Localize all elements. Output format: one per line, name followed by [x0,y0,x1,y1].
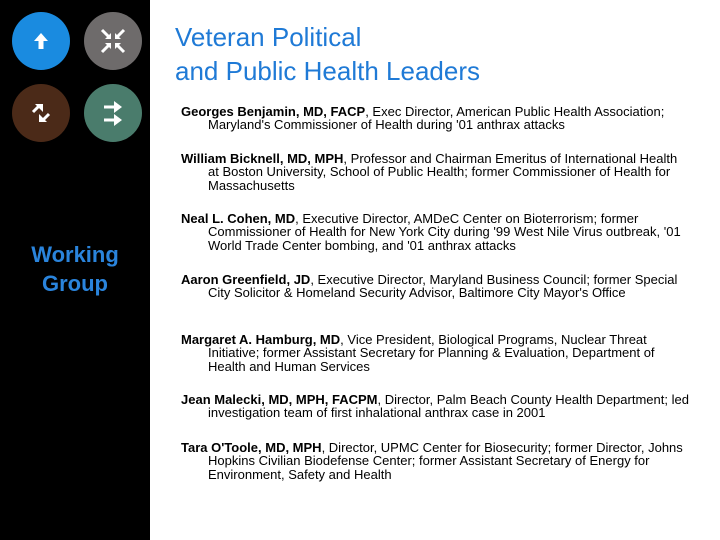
list-item [181,333,691,373]
member-description: , Executive Director, AMDeC Center on Bioterrorism; former Commissioner of Health for New York City during '99 West Nile Virus outbreak, '01 World Trade Center bombing, and '01 anthrax attacks [208,211,681,253]
member-name: Aaron Greenfield, JD [181,272,311,287]
section-label-line2: Group [42,271,108,296]
title-line2: and Public Health Leaders [175,56,480,86]
up-button[interactable] [12,12,70,70]
arrow-up-icon [24,24,58,58]
list-item [181,152,691,192]
member-description: , Director, Palm Beach County Health Department; led investigation team of first inhalational anthrax case in 2001 [208,392,689,421]
list-item [181,212,691,252]
expand-button[interactable] [12,84,70,142]
member-description: , Director, UPMC Center for Biosecurity; former Director, Johns Hopkins Civilian Biodefense Center; former Assistant Secretary of Energy for Environment, Safety and Health [208,440,683,482]
member-name: Neal L. Cohen, MD [181,211,296,226]
member-name: Georges Benjamin, MD, FACP [181,104,366,119]
section-label-line1: Working [31,242,119,267]
collapse-icon [96,24,130,58]
list-item [181,273,691,300]
collapse-button[interactable] [84,12,142,70]
member-description: , Executive Director, Maryland Business Council; former Special City Solicitor & Homeland Security Advisor, Baltimore City Mayor's Office [208,272,678,301]
member-name: Tara O'Toole, MD, MPH [181,440,322,455]
member-name: William Bicknell, MD, MPH [181,151,344,166]
sidebar [0,0,150,540]
list-item [181,441,691,481]
member-description: , Exec Director, American Public Health Association; Maryland's Commissioner of Health during '01 anthrax attacks [208,104,665,133]
member-name: Jean Malecki, MD, MPH, FACPM [181,392,378,407]
list-item [181,393,691,420]
double-arrow-right-icon [96,96,130,130]
member-name: Margaret A. Hamburg, MD [181,332,341,347]
expand-diagonal-icon [24,96,58,130]
member-description: , Vice President, Biological Programs, Nuclear Threat Initiative; former Assistant Secretary for Planning & Evaluation, Department of Health and Human Services [208,332,655,374]
member-description: , Professor and Chairman Emeritus of International Health at Boston University, School of Public Health; former Commissioner of Health for Massachusetts [208,151,678,193]
page-title [175,20,480,88]
title-line1: Veteran Political [175,22,362,52]
next-button[interactable] [84,84,142,142]
list-item [181,105,691,132]
section-label [0,240,150,298]
